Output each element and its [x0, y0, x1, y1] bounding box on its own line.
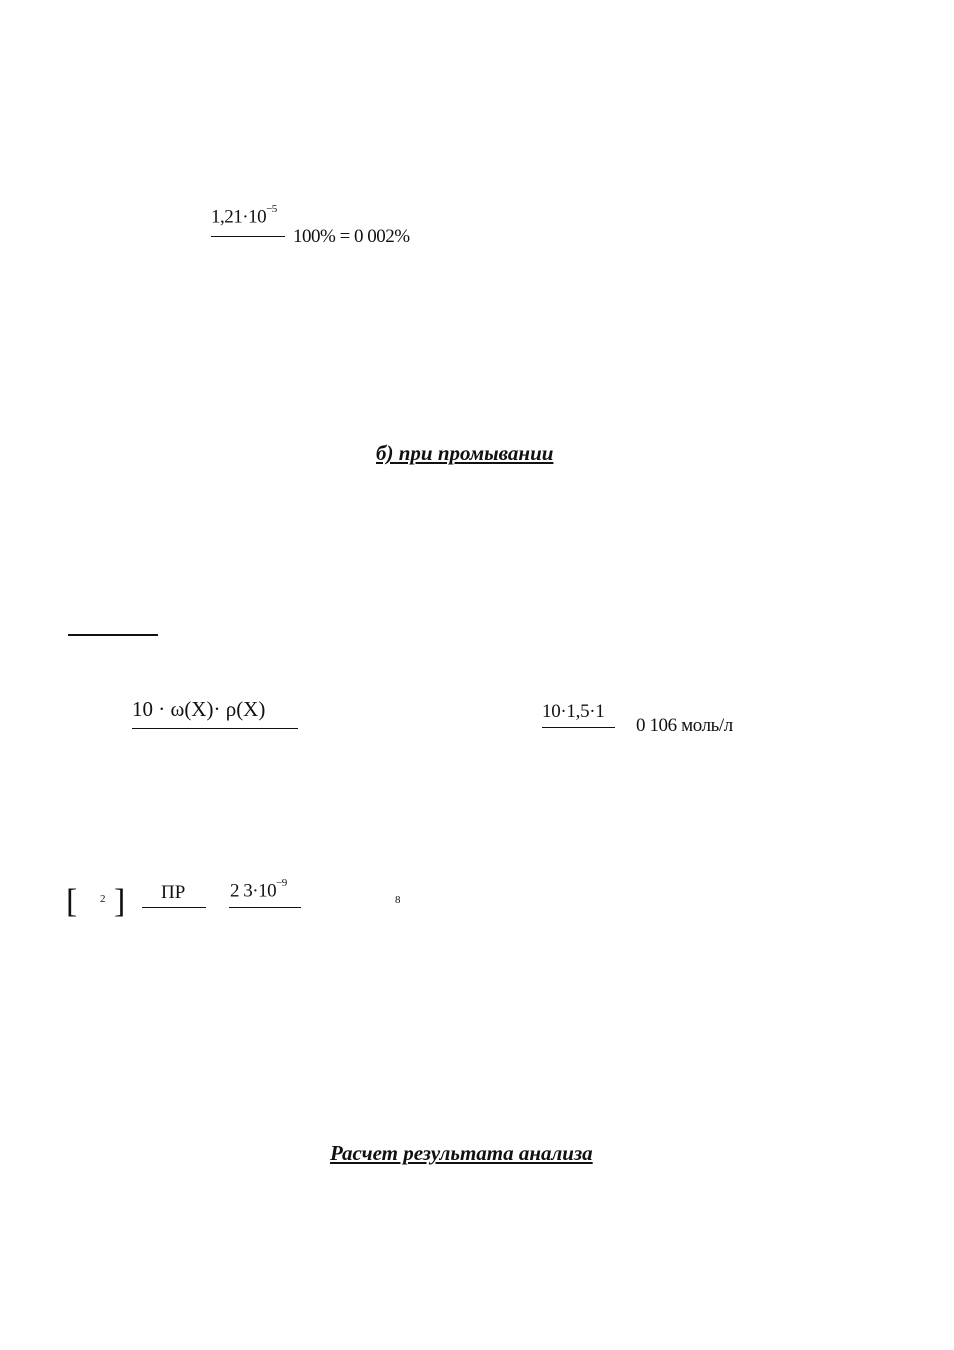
solubility-product-exponent: −9 — [276, 877, 287, 889]
bracket-right: ] — [114, 883, 126, 920]
concentration-value-numerator: 10·1,5·1 — [542, 701, 605, 722]
loss-formula-exponent: −5 — [266, 203, 277, 215]
section-heading-result: Расчет результата анализа — [330, 1141, 593, 1165]
loss-formula-fraction-bar — [211, 236, 285, 237]
loss-formula-result: 100% = 0 002% — [293, 226, 410, 247]
solubility-product-label: ПР — [161, 882, 186, 903]
solubility-product-value — [230, 877, 287, 902]
solubility-product-fraction-bar — [142, 907, 206, 908]
loss-formula-numerator — [211, 203, 277, 228]
concentration-formula-numerator: 10 · ω(X)· ρ(X) — [132, 697, 266, 721]
trailing-exponent: 8 — [395, 894, 401, 906]
bracket-exponent: 2 — [100, 893, 106, 905]
bracket-left: [ — [66, 883, 78, 920]
loss-formula-mantissa: 1,21·10 — [211, 206, 267, 228]
solubility-product-mantissa: 2 3·10 — [230, 880, 277, 902]
concentration-value-fraction-bar — [542, 727, 615, 728]
concentration-result: 0 106 моль/л — [636, 715, 733, 736]
concentration-formula-fraction-bar — [132, 728, 298, 729]
solubility-product-value-bar — [229, 907, 301, 908]
section-heading-washing: б) при промывании — [376, 441, 554, 465]
divider-line — [68, 634, 158, 636]
